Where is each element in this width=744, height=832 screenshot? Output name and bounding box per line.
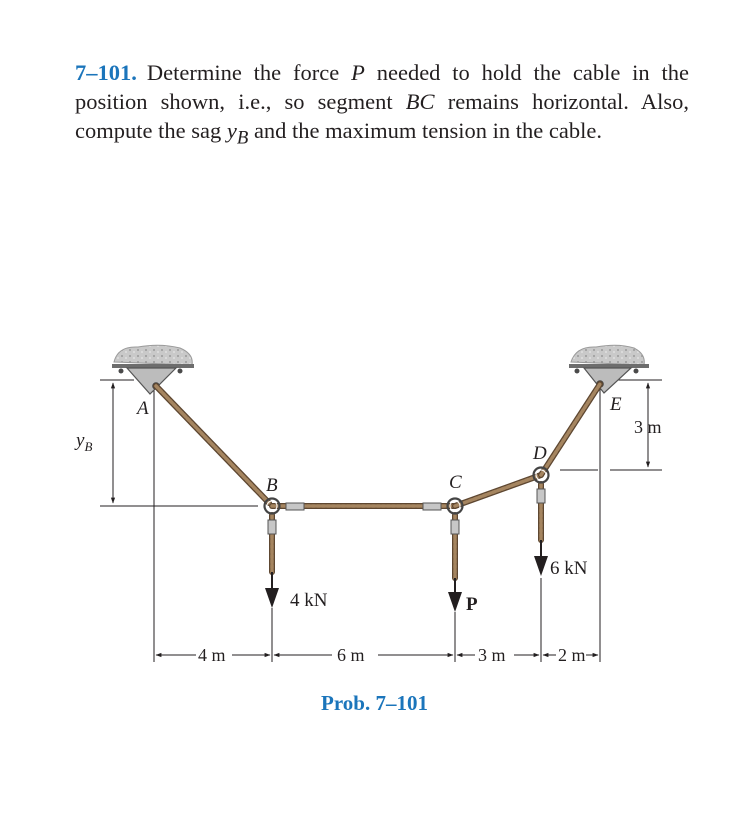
- segment-bc-symbol: BC: [405, 89, 435, 114]
- cable-segment-de: [541, 384, 600, 475]
- ab-horizontal-dimension-label: 4 m: [198, 645, 226, 665]
- sag-label-subscript: B: [84, 439, 93, 454]
- force-p-symbol: P: [351, 60, 365, 85]
- label-a: A: [137, 398, 149, 419]
- load-label-c: P: [466, 594, 478, 615]
- sag-label: [74, 430, 92, 454]
- load-arrow-c: [448, 578, 462, 612]
- load-arrow-b: [265, 572, 279, 608]
- load-label-b: 4 kN: [290, 590, 328, 611]
- problem-number: 7–101.: [75, 60, 137, 85]
- sag-label-y: y: [76, 430, 85, 451]
- problem-text-2: needed to hold the cable in the position shown, i.e., so segment: [75, 60, 690, 114]
- label-d: D: [533, 443, 547, 464]
- sag-y-symbol: y: [226, 118, 237, 143]
- de-vertical-dimension-label: 3 m: [634, 417, 662, 437]
- label-c: C: [449, 472, 462, 493]
- problem-text-4: and the maximum tension in the cable.: [248, 118, 602, 143]
- load-label-d: 6 kN: [550, 558, 588, 579]
- de-horizontal-dimension-label: 2 m: [558, 645, 586, 665]
- cable-segment-cd: [455, 475, 541, 506]
- support-a: [112, 345, 194, 394]
- load-arrow-d: [534, 540, 548, 576]
- sag-b-subscript: B: [236, 127, 249, 149]
- support-e: [569, 345, 649, 393]
- cable-segment-ab: [156, 386, 269, 503]
- problem-text-1: Determine the force: [146, 60, 352, 85]
- label-e: E: [610, 394, 622, 415]
- cd-horizontal-dimension-label: 3 m: [478, 645, 506, 665]
- problem-text-3: remains horizontal. Also, compute the sag: [75, 89, 689, 143]
- figure-caption: Prob. 7–101: [321, 691, 428, 715]
- bc-horizontal-dimension-label: 6 m: [337, 645, 365, 665]
- label-b: B: [266, 475, 278, 496]
